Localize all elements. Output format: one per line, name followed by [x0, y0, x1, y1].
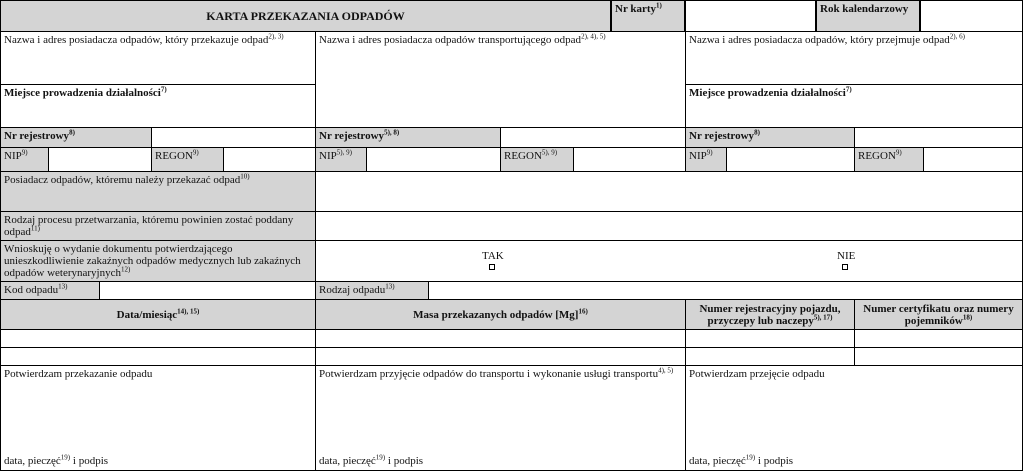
waste-type-field[interactable]	[428, 281, 1023, 300]
waste-code-field[interactable]	[99, 281, 316, 300]
transporting-registry-field[interactable]	[500, 127, 686, 148]
receiving-regon-label-cell	[854, 147, 924, 172]
calendar-year-field[interactable]	[920, 0, 1023, 32]
receiving-regon-label: REGON	[858, 150, 896, 162]
transporting-nip-label: NIP	[319, 150, 337, 162]
table-row-1-certificate[interactable]	[854, 329, 1023, 348]
date-header-label: Data/miesiąc	[116, 308, 178, 321]
transferring-holder-label: Nazwa i adres posiadacza odpadów, który przekazuje odpad	[4, 34, 269, 46]
transferring-regon-sup: 9)	[192, 148, 199, 157]
receiving-registry-label: Nr rejestrowy	[689, 130, 755, 142]
no-checkbox[interactable]	[842, 264, 848, 270]
transferring-nip-label: NIP	[4, 150, 22, 162]
transporting-regon-label-cell	[500, 147, 574, 172]
transferring-registry-field[interactable]	[151, 127, 316, 148]
receiving-nip-sup: 9)	[706, 148, 713, 157]
process-type-field[interactable]	[315, 211, 1023, 241]
transferring-nip-sup: 9)	[21, 148, 28, 157]
transfer-confirmation-label: Potwierdzam przekazanie odpadu	[4, 368, 153, 380]
vehicle-header-sup: 5), 17)	[813, 312, 833, 321]
table-row-2-vehicle[interactable]	[685, 347, 855, 366]
receive-confirmation-label: Potwierdzam przejęcie odpadu	[689, 368, 825, 380]
process-type-label: Rodzaj procesu przetwarzania, któremu powinien zostać poddany odpad	[4, 214, 294, 238]
transport-signature-sup: 19)	[375, 453, 386, 462]
transporting-regon-field[interactable]	[573, 147, 686, 172]
transferring-regon-field[interactable]	[223, 147, 316, 172]
transporting-registry-label: Nr rejestrowy	[319, 130, 385, 142]
transferring-place-sup: 7)	[160, 85, 167, 94]
certificate-header-label: Numer certyfikatu oraz numery pojemników	[863, 302, 1014, 327]
transporting-nip-label-cell	[315, 147, 367, 172]
disposal-request-sup: 12)	[121, 265, 131, 274]
certificate-header-sup: 18)	[962, 312, 973, 321]
transferring-holder-sup: 2), 3)	[268, 32, 284, 41]
transferring-regon-label-cell	[151, 147, 224, 172]
waste-type-sup: 13)	[385, 282, 395, 291]
table-row-2-date[interactable]	[0, 347, 316, 366]
target-holder-sup: 10)	[240, 172, 250, 181]
transfer-signature-sup: 19)	[60, 453, 71, 462]
transporting-regon-sup: 5), 9)	[541, 148, 558, 157]
target-holder-label: Posiadacz odpadów, któremu należy przekazać odpad	[4, 174, 241, 186]
disposal-request-options	[315, 240, 1023, 282]
receiving-nip-field[interactable]	[726, 147, 855, 172]
transferring-registry-label: Nr rejestrowy	[4, 130, 70, 142]
receiving-place-field[interactable]	[685, 84, 1023, 128]
transporting-nip-sup: 5), 9)	[336, 148, 352, 157]
transfer-signature-prefix: data, pieczęć	[4, 455, 61, 467]
transferring-registry-sup: 8)	[69, 128, 75, 137]
table-row-1-date[interactable]	[0, 329, 316, 348]
transfer-confirmation-field[interactable]	[0, 365, 316, 471]
waste-code-label: Kod odpadu	[4, 284, 59, 296]
receive-signature-suffix: i podpis	[755, 455, 794, 467]
receiving-regon-field[interactable]	[923, 147, 1023, 172]
transporting-holder-field[interactable]	[315, 31, 686, 128]
calendar-year-label-cell	[816, 0, 920, 32]
receiving-nip-label-cell	[685, 147, 727, 172]
transport-confirmation-label: Potwierdzam przyjęcie odpadów do transportu i wykonanie usługi transportu	[319, 368, 659, 380]
transport-signature-prefix: data, pieczęć	[319, 455, 376, 467]
table-row-1-mass[interactable]	[315, 329, 686, 348]
transport-confirmation-field[interactable]	[315, 365, 686, 471]
date-header-sup: 14), 15)	[177, 306, 200, 315]
receiving-registry-field[interactable]	[854, 127, 1023, 148]
certificate-column-header	[854, 299, 1023, 330]
receive-signature-line	[689, 455, 793, 467]
transferring-nip-label-cell	[0, 147, 49, 172]
transferring-regon-label: REGON	[155, 150, 193, 162]
yes-checkbox[interactable]	[489, 264, 495, 270]
waste-type-label-cell	[315, 281, 429, 300]
receive-confirmation-field[interactable]	[685, 365, 1023, 471]
receiving-regon-sup: 9)	[895, 148, 902, 157]
vehicle-header-label: Numer rejestracyjny pojazdu, przyczepy lub naczepy	[699, 302, 841, 327]
transporting-registry-sup: 5), 8)	[384, 128, 400, 137]
transport-signature-suffix: i podpis	[385, 455, 424, 467]
calendar-year-label: Rok kalendarzowy	[820, 3, 909, 15]
yes-option-label: TAK	[482, 250, 504, 262]
card-number-sup: 1)	[656, 1, 662, 10]
transferring-holder-field[interactable]	[0, 31, 316, 85]
process-type-label-cell	[0, 211, 316, 241]
transferring-place-label: Miejsce prowadzenia działalności	[4, 87, 161, 99]
transporting-regon-label: REGON	[504, 150, 542, 162]
transporting-holder-label: Nazwa i adres posiadacza odpadów transportującego odpad	[319, 34, 582, 46]
transport-confirmation-sup: 4), 5)	[658, 366, 674, 375]
receiving-holder-field[interactable]	[685, 31, 1023, 85]
receive-signature-prefix: data, pieczęć	[689, 455, 746, 467]
disposal-request-label: Wnioskuję o wydanie dokumentu potwierdzającego unieszkodliwienie zakaźnych odpadów medycznych lub zakaźnych odpadów weterynaryjnych	[4, 243, 301, 279]
vehicle-column-header	[685, 299, 855, 330]
transferring-place-field[interactable]	[0, 84, 316, 128]
receiving-registry-sup: 8)	[754, 128, 760, 137]
receiving-holder-label: Nazwa i adres posiadacza odpadów, który przejmuje odpad	[689, 34, 950, 46]
target-holder-field[interactable]	[315, 171, 1023, 212]
card-number-label: Nr karty	[615, 3, 657, 15]
mass-column-header	[315, 299, 686, 330]
card-number-field[interactable]	[685, 0, 816, 32]
table-row-2-certificate[interactable]	[854, 347, 1023, 366]
receiving-place-sup: 7)	[845, 85, 852, 94]
receiving-place-label: Miejsce prowadzenia działalności	[689, 87, 846, 99]
transporting-registry-label-cell	[315, 127, 501, 148]
target-holder-label-cell	[0, 171, 316, 212]
table-row-2-mass[interactable]	[315, 347, 686, 366]
waste-code-sup: 13)	[58, 282, 68, 291]
process-type-sup: 11)	[30, 224, 40, 233]
table-row-1-vehicle[interactable]	[685, 329, 855, 348]
transport-signature-line	[319, 455, 423, 467]
transporting-nip-field[interactable]	[366, 147, 501, 172]
transporting-holder-sup: 2), 4), 5)	[581, 32, 606, 41]
receiving-nip-label: NIP	[689, 150, 707, 162]
transferring-registry-label-cell	[0, 127, 152, 148]
mass-header-label: Masa przekazanych odpadów [Mg]	[413, 308, 579, 321]
no-option-label: NIE	[837, 250, 856, 262]
waste-code-label-cell	[0, 281, 100, 300]
form-title-cell	[0, 0, 611, 32]
disposal-request-label-cell	[0, 240, 316, 282]
transferring-nip-field[interactable]	[48, 147, 152, 172]
receiving-registry-label-cell	[685, 127, 855, 148]
transfer-signature-suffix: i podpis	[70, 455, 109, 467]
date-column-header	[0, 299, 316, 330]
waste-type-label: Rodzaj odpadu	[319, 284, 386, 296]
transfer-signature-line	[4, 455, 108, 467]
card-number-label-cell	[611, 0, 685, 32]
receiving-holder-sup: 2), 6)	[949, 32, 965, 41]
form-title: KARTA PRZEKAZANIA ODPADÓW	[206, 9, 405, 23]
receive-signature-sup: 19)	[745, 453, 756, 462]
mass-header-sup: 16)	[578, 306, 588, 315]
